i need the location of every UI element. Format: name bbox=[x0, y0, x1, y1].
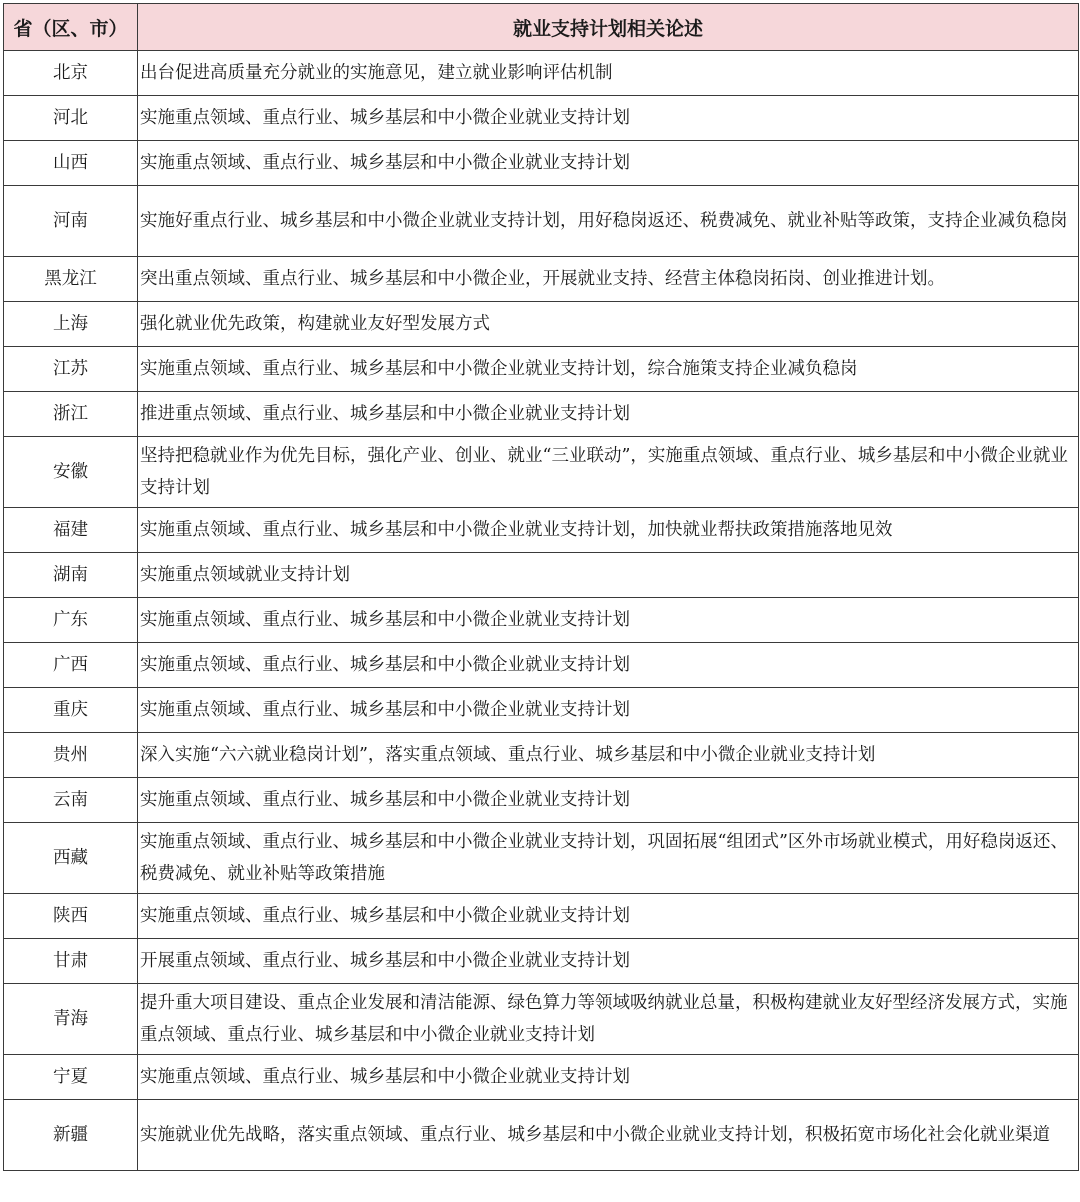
province-cell: 新疆 bbox=[4, 1100, 138, 1171]
province-cell: 西藏 bbox=[4, 823, 138, 894]
policy-text-cell: 出台促进高质量充分就业的实施意见，建立就业影响评估机制 bbox=[138, 51, 1079, 96]
policy-column-header: 就业支持计划相关论述 bbox=[138, 4, 1079, 51]
table-row bbox=[4, 141, 1079, 186]
table-row bbox=[4, 508, 1079, 553]
province-cell: 广东 bbox=[4, 598, 138, 643]
table-row bbox=[4, 257, 1079, 302]
policy-text-cell: 深入实施“六六就业稳岗计划”，落实重点领域、重点行业、城乡基层和中小微企业就业支持计划 bbox=[138, 733, 1079, 778]
table-row bbox=[4, 96, 1079, 141]
province-cell: 贵州 bbox=[4, 733, 138, 778]
policy-text-cell: 提升重大项目建设、重点企业发展和清洁能源、绿色算力等领域吸纳就业总量，积极构建就业友好型经济发展方式，实施重点领域、重点行业、城乡基层和中小微企业就业支持计划 bbox=[138, 984, 1079, 1055]
policy-text-cell: 实施重点领域、重点行业、城乡基层和中小微企业就业支持计划 bbox=[138, 141, 1079, 186]
table-row bbox=[4, 392, 1079, 437]
table-row bbox=[4, 894, 1079, 939]
policy-text-cell: 实施好重点行业、城乡基层和中小微企业就业支持计划，用好稳岗返还、税费减免、就业补贴等政策，支持企业减负稳岗 bbox=[138, 186, 1079, 257]
province-cell: 福建 bbox=[4, 508, 138, 553]
table-row bbox=[4, 347, 1079, 392]
table-row bbox=[4, 939, 1079, 984]
table-row bbox=[4, 302, 1079, 347]
policy-text-cell: 实施重点领域、重点行业、城乡基层和中小微企业就业支持计划，加快就业帮扶政策措施落地见效 bbox=[138, 508, 1079, 553]
policy-text-cell: 强化就业优先政策，构建就业友好型发展方式 bbox=[138, 302, 1079, 347]
province-cell: 浙江 bbox=[4, 392, 138, 437]
table-header-row bbox=[4, 4, 1079, 51]
policy-text-cell: 实施重点领域、重点行业、城乡基层和中小微企业就业支持计划 bbox=[138, 643, 1079, 688]
policy-text-cell: 实施重点领域、重点行业、城乡基层和中小微企业就业支持计划 bbox=[138, 894, 1079, 939]
province-cell: 青海 bbox=[4, 984, 138, 1055]
policy-text-cell: 突出重点领域、重点行业、城乡基层和中小微企业，开展就业支持、经营主体稳岗拓岗、创业推进计划。 bbox=[138, 257, 1079, 302]
table-body bbox=[4, 51, 1079, 1171]
policy-text-cell: 实施就业优先战略，落实重点领域、重点行业、城乡基层和中小微企业就业支持计划，积极拓宽市场化社会化就业渠道 bbox=[138, 1100, 1079, 1171]
table-row bbox=[4, 186, 1079, 257]
province-cell: 宁夏 bbox=[4, 1055, 138, 1100]
table-row bbox=[4, 51, 1079, 96]
table-row bbox=[4, 1100, 1079, 1171]
province-cell: 黑龙江 bbox=[4, 257, 138, 302]
policy-text-cell: 实施重点领域、重点行业、城乡基层和中小微企业就业支持计划 bbox=[138, 688, 1079, 733]
table-row bbox=[4, 553, 1079, 598]
table-row bbox=[4, 733, 1079, 778]
policy-text-cell: 推进重点领域、重点行业、城乡基层和中小微企业就业支持计划 bbox=[138, 392, 1079, 437]
policy-text-cell: 实施重点领域、重点行业、城乡基层和中小微企业就业支持计划 bbox=[138, 598, 1079, 643]
province-cell: 湖南 bbox=[4, 553, 138, 598]
province-cell: 上海 bbox=[4, 302, 138, 347]
table-row bbox=[4, 984, 1079, 1055]
policy-text-cell: 实施重点领域、重点行业、城乡基层和中小微企业就业支持计划，巩固拓展“组团式”区外市场就业模式，用好稳岗返还、税费减免、就业补贴等政策措施 bbox=[138, 823, 1079, 894]
province-cell: 云南 bbox=[4, 778, 138, 823]
policy-text-cell: 实施重点领域、重点行业、城乡基层和中小微企业就业支持计划 bbox=[138, 778, 1079, 823]
table-row bbox=[4, 688, 1079, 733]
table-row bbox=[4, 778, 1079, 823]
province-cell: 陕西 bbox=[4, 894, 138, 939]
policy-text-cell: 实施重点领域、重点行业、城乡基层和中小微企业就业支持计划，综合施策支持企业减负稳岗 bbox=[138, 347, 1079, 392]
province-cell: 安徽 bbox=[4, 437, 138, 508]
policy-text-cell: 开展重点领域、重点行业、城乡基层和中小微企业就业支持计划 bbox=[138, 939, 1079, 984]
province-cell: 广西 bbox=[4, 643, 138, 688]
table-row bbox=[4, 643, 1079, 688]
table-row bbox=[4, 1055, 1079, 1100]
policy-text-cell: 实施重点领域、重点行业、城乡基层和中小微企业就业支持计划 bbox=[138, 1055, 1079, 1100]
province-cell: 甘肃 bbox=[4, 939, 138, 984]
province-column-header: 省（区、市） bbox=[4, 4, 138, 51]
province-cell: 山西 bbox=[4, 141, 138, 186]
policy-table bbox=[3, 3, 1079, 1171]
province-cell: 河南 bbox=[4, 186, 138, 257]
policy-text-cell: 实施重点领域、重点行业、城乡基层和中小微企业就业支持计划 bbox=[138, 96, 1079, 141]
province-cell: 河北 bbox=[4, 96, 138, 141]
table-row bbox=[4, 598, 1079, 643]
province-cell: 北京 bbox=[4, 51, 138, 96]
table-row bbox=[4, 437, 1079, 508]
policy-text-cell: 实施重点领域就业支持计划 bbox=[138, 553, 1079, 598]
province-cell: 江苏 bbox=[4, 347, 138, 392]
policy-text-cell: 坚持把稳就业作为优先目标，强化产业、创业、就业“三业联动”，实施重点领域、重点行业、城乡基层和中小微企业就业支持计划 bbox=[138, 437, 1079, 508]
table-row bbox=[4, 823, 1079, 894]
province-cell: 重庆 bbox=[4, 688, 138, 733]
